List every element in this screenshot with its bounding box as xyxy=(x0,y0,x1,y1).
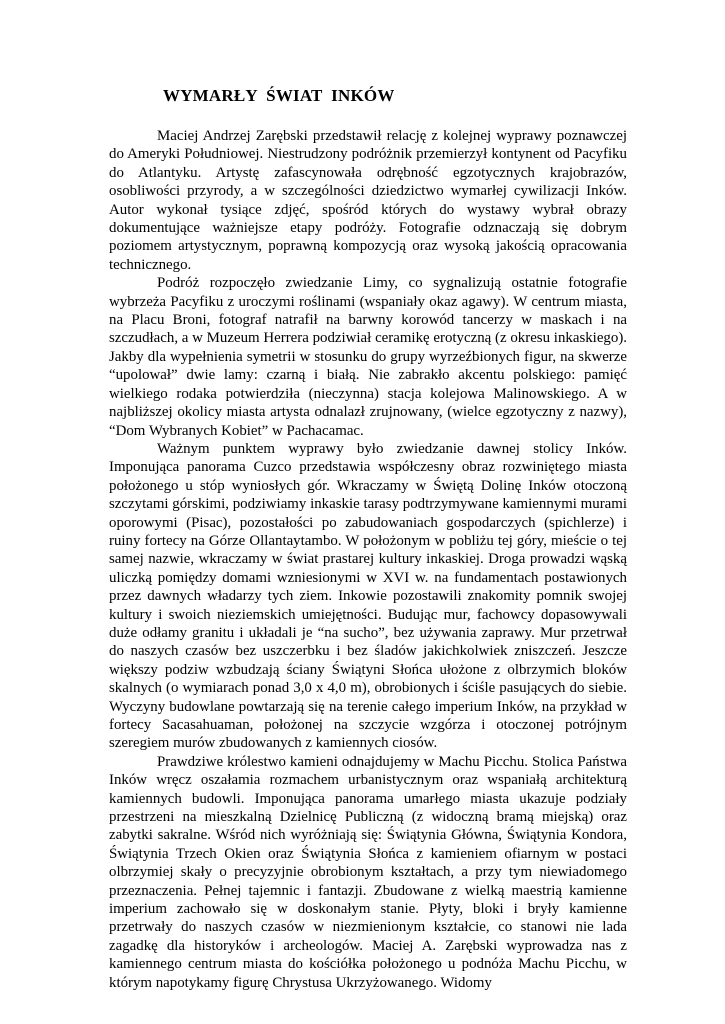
paragraph-cuzco: Ważnym punktem wyprawy było zwiedzanie dawnej stolicy Inków. Imponująca panorama Cuzco przedstawia współczesny obraz rozwiniętego miasta położonego u stóp wyniosłych gór. Wkraczamy w Świętą Dolinę Inków otoczoną szczytami górskimi, podziwiamy inkaskie tarasy podtrzymywane kamiennymi murami oporowymi (Pisac), pozostałości po zabudowaniach gospodarczych (spichlerze) i ruiny fortecy na Górze Ollantaytambo. W położonym w pobliżu tej góry, mieście o tej samej nazwie, wkraczamy w świat prastarej kultury inkaskiej. Droga prowadzi wąską uliczką pomiędzy domami wzniesionymi w XVI w. na fundamentach postawionych przez dawnych władarzy tych ziem. Inkowie pozostawili znakomity pomnik swojej kultury i swoich nieziemskich umiejętności. Budując mur, fachowcy dopasowywali duże odłamy granitu i układali je “na sucho”, bez używania zaprawy. Mur przetrwał do naszych czasów bez uszczerbku i bez śladów jakichkolwiek zniszczeń. Jeszcze większy podziw wzbudzają ściany Świątyni Słońca ułożone z olbrzymich bloków skalnych (o wymiarach ponad 3,0 x 4,0 m), obrobionych i ściśle pasujących do siebie. Wyczyny budowlane powtarzają się na terenie całego imperium Inków, na przykład w fortecy Sacasahuaman, położonej na szczycie wzgórza i otoczonej potrójnym szeregiem murów zbudowanych z kamiennych ciosów. xyxy=(109,440,627,752)
document-title: WYMARŁY ŚWIAT INKÓW xyxy=(163,86,395,105)
document-page xyxy=(109,86,627,992)
paragraph-intro: Maciej Andrzej Zarębski przedstawił relację z kolejnej wyprawy poznawczej do Ameryki Południowej. Niestrudzony podróżnik przemierzył kontynent od Pacyfiku do Atlantyku. Artystę zafascynowała odrębność egzotycznych krajobrazów, osobliwości przyrody, a w szczególności dziedzictwo wymarłej cywilizacji Inków. Autor wykonał tysiące zdjęć, spośród których do wystawy wybrał obrazy dokumentujące ważniejsze etapy podróży. Fotografie odznaczają się dobrym poziomem artystycznym, poprawną kompozycją oraz wysoką jakością opracowania technicznego. xyxy=(109,128,627,273)
paragraph-machu-picchu: Prawdziwe królestwo kamieni odnajdujemy w Machu Picchu. Stolica Państwa Inków wręcz oszałamia rozmachem urbanistycznym oraz wspaniałą architekturą kamiennych budowli. Imponująca panorama umarłego miasta ukazuje podziały przestrzeni na mieszkalną Dzielnicę Publiczną (z widoczną bramą miejską) oraz zabytki sakralne. Wśród nich wyróżniają się: Świątynia Główna, Świątynia Kondora, Świątynia Trzech Okien oraz Świątynia Słońca z kamieniem ofiarnym w postaci olbrzymiej skały o precyzyjnie obrobionym kształtach, a przy tym niewiadomego przeznaczenia. Pełnej tajemnic i fantazji. Zbudowane z wielką maestrią kamienne imperium zachowało się w doskonałym stanie. Płyty, bloki i bryły kamienne przetrwały do naszych czasów w niezmienionym kształcie, co stanowi nie lada zagadkę dla historyków i archeologów. Maciej A. Zarębski wyprowadza nas z kamiennego centrum miasta do kościółka położonego u podnóża Machu Picchu, w którym napotykamy figurę Chrystusa Ukrzyżowanego. Widomy xyxy=(109,753,627,991)
paragraph-lima: Podróż rozpoczęło zwiedzanie Limy, co sygnalizują ostatnie fotografie wybrzeża Pacyfiku z uroczymi roślinami (wspaniały okaz agawy). W centrum miasta, na Placu Broni, fotograf natrafił na barwny korowód tancerzy w maskach i na szczudłach, a w Muzeum Herrera podziwiał ceramikę erotyczną (z okresu inkaskiego). Jakby dla wypełnienia symetrii w stosunku do grupy wyrzeźbionych figur, na skwerze “upolował” dwie lamy: czarną i białą. Nie zabrakło akcentu polskiego: pamięć wielkiego rodaka potwierdziła (nieczynna) stacja kolejowa Malinowskiego. A w najbliższej okolicy miasta artysta odnalazł zrujnowany, (wielce egzotyczny z nazwy), “Dom Wybranych Kobiet” w Pachacamac. xyxy=(109,275,627,439)
